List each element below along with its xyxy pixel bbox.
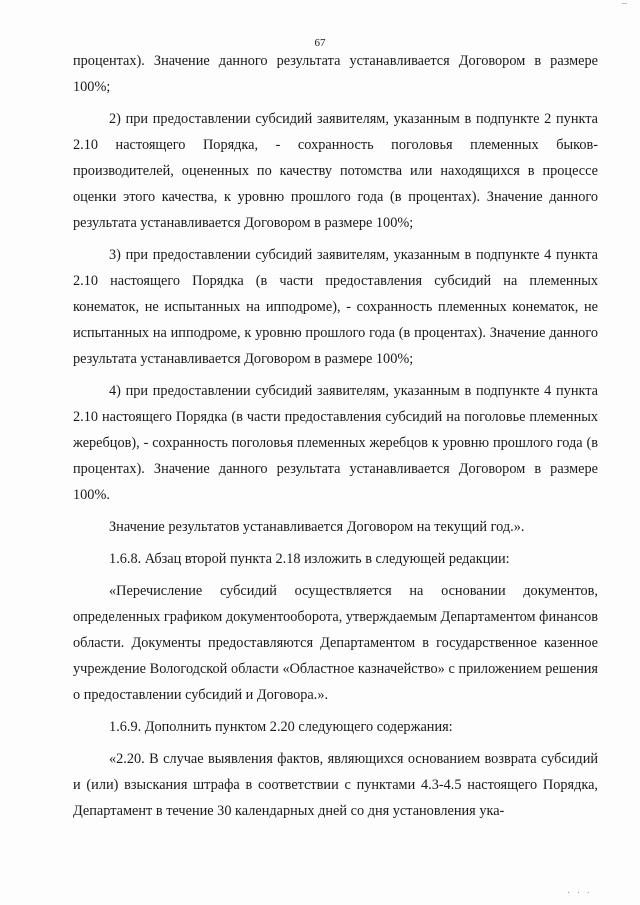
paragraph: 2) при предоставлении субсидий заявителям, указанным в подпункте 2 пункта 2.10 настоящего Порядка, - сохранность поголовья племенных быков-производителей, оцененных по качеству потомства или находящихся в процессе оценки этого качества, к уровню прошлого года (в процентах). Значение данного результата устанавливается Договором в размере 100%; xyxy=(73,111,598,231)
paragraph: 3) при предоставлении субсидий заявителям, указанным в подпункте 4 пункта 2.10 настоящего Порядка (в части предоставления субсидий на племенных конематок, не испытанных на ипподроме), - сохранность племенных конематок, не испытанных на ипподроме, к уровню прошлого года (в процентах). Значение данного результата устанавливается Договором в размере 100%; xyxy=(73,247,598,367)
document-body xyxy=(73,48,598,824)
paragraph: процентах). Значение данного результата устанавливается Договором в размере 100%; xyxy=(73,53,598,95)
paragraph: 1.6.9. Дополнить пунктом 2.20 следующего содержания: xyxy=(109,719,453,735)
paragraph: Значение результатов устанавливается Договором на текущий год.». xyxy=(109,519,525,535)
corner-mark-top: – xyxy=(622,0,628,9)
paragraph: «2.20. В случае выявления фактов, являющихся основанием возврата субсидий и (или) взыскания штрафа в соответствии с пунктами 4.3-4.5 настоящего Порядка, Департамент в течение 30 календарных дней со дня установления ука- xyxy=(73,751,598,819)
paragraph: 1.6.8. Абзац второй пункта 2.18 изложить в следующей редакции: xyxy=(109,551,510,567)
page-number: 67 xyxy=(314,37,326,49)
corner-mark-bottom: · · · xyxy=(567,888,592,899)
paragraph: «Перечисление субсидий осуществляется на основании документов, определенных графиком документооборота, утверждаемым Департаментом финансов области. Документы предоставляются Департаментом в государственное казенное учреждение Вологодской области «Областное казначейство» с приложением решения о предоставлении субсидий и Договора.». xyxy=(73,583,598,703)
paragraph: 4) при предоставлении субсидий заявителям, указанным в подпункте 4 пункта 2.10 настоящего Порядка (в части предоставления субсидий на поголовье племенных жеребцов), - сохранность поголовья племенных жеребцов к уровню прошлого года (в процентах). Значение данного результата устанавливается Договором в размере 100%. xyxy=(73,383,598,503)
